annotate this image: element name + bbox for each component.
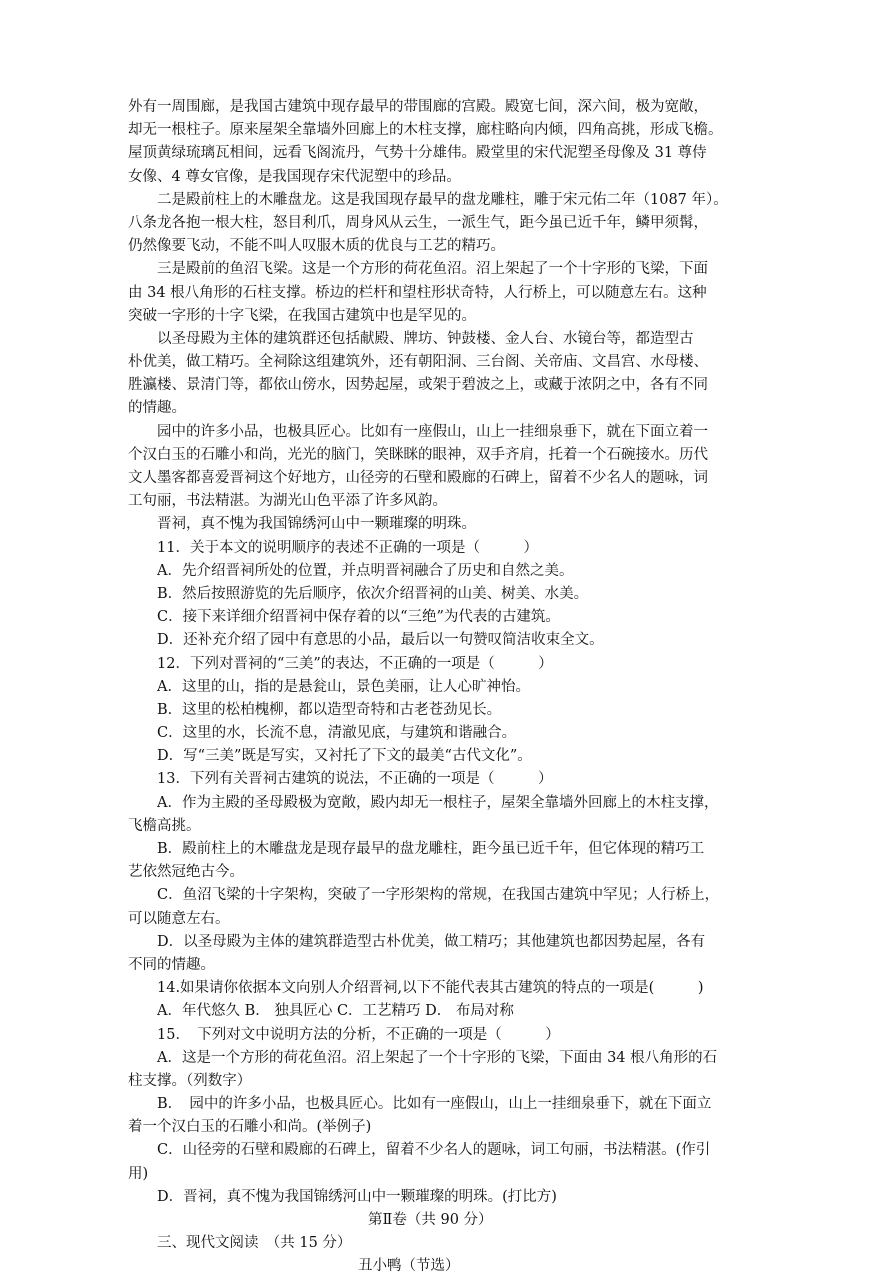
question-14-options: A．年代悠久 B． 独具匠心 C．工艺精巧 D． 布局对称	[157, 1003, 514, 1020]
question-13-option-b-cont: 艺依然冠绝古今。	[128, 864, 244, 881]
text-line: 屋顶黄绿琉璃瓦相间，远看飞阁流丹，气势十分雄伟。殿堂里的宋代泥塑圣母像及 31 尊侍	[128, 145, 707, 162]
text-line: 突破一字形的十字飞梁，在我国古建筑中也是罕见的。	[128, 307, 476, 324]
question-13-option-d: D．以圣母殿为主体的建筑群造型古朴优美，做工精巧；其他建筑也都因势起屋，各有	[157, 933, 706, 950]
question-12-option-c: C．这里的水，长流不息，清澈见底，与建筑和谐融合。	[157, 725, 517, 742]
text-line: 却无一根柱子。原来屋架全靠墙外回廊上的木柱支撑，廊柱略向内倾，四角高挑，形成飞檐。	[128, 122, 723, 139]
text-line: 文人墨客都喜爱晋祠这个好地方，山径旁的石壁和殿廊的石碑上，留着不少名人的题咏，词	[128, 470, 708, 486]
question-12-option-b: B．这里的松柏槐柳，都以造型奇特和古老苍劲见长。	[157, 701, 502, 718]
question-13-option-c: C．鱼沼飞梁的十字架构，突破了一字形架构的常规，在我国古建筑中罕见；人行桥上，	[157, 887, 720, 904]
question-15-option-b: B． 园中的许多小品，也极具匠心。比如有一座假山，山上一挂细泉垂下，就在下面立	[157, 1096, 712, 1113]
question-15-option-b-cont: 着一个汉白玉的石雕小和尚。(举例子)	[128, 1119, 372, 1136]
text-line: 胜瀛楼、景清门等，都依山傍水，因势起屋，或架于碧波之上，或藏于浓阴之中，各有不同	[128, 377, 708, 394]
question-13-option-b: B．殿前柱上的木雕盘龙是现存最早的盘龙雕柱，距今虽已近千年，但它体现的精巧工	[157, 841, 705, 857]
question-15-option-c-cont: 用)	[128, 1165, 149, 1182]
question-14-stem: 14.如果请你依据本文向别人介绍晋祠,以下不能代表其古建筑的特点的一项是( )	[157, 980, 704, 997]
section-heading: 三、现代文阅读 （共 15 分）	[157, 1235, 352, 1252]
question-12-option-d: D．写“三美”既是写实，又衬托了下文的最美“古代文化”。	[157, 748, 532, 765]
question-15-option-d: D．晋祠，真不愧为我国锦绣河山中一颗璀璨的明珠。(打比方)	[157, 1188, 557, 1205]
question-12-option-a: A．这里的山，指的是悬瓮山，景色美丽，让人心旷神怡。	[157, 678, 530, 695]
text-line: 三是殿前的鱼沼飞梁。这是一个方形的荷花鱼沼。沼上架起了一个十字形的飞梁，下面	[157, 261, 708, 278]
passage-title: 丑小鸭（节选）	[358, 1258, 460, 1275]
question-11-stem: 11．关于本文的说明顺序的表述不正确的一项是（ ）	[157, 539, 538, 556]
text-line: 工句丽，书法精湛。为湖光山色平添了许多风韵。	[128, 493, 447, 510]
question-12-stem: 12．下列对晋祠的“三美”的表达，不正确的一项是（ ）	[157, 655, 553, 672]
text-line: 朴优美，做工精巧。全祠除这组建筑外，还有朝阳洞、三台阁、关帝庙、文昌宫、水母楼、	[128, 354, 708, 371]
question-11-option-a: A．先介绍晋祠所处的位置，并点明晋祠融合了历史和自然之美。	[157, 562, 574, 579]
question-15-option-c: C．山径旁的石壁和殿廊的石碑上，留着不少名人的题咏，词工句丽，书法精湛。(作引	[157, 1142, 711, 1159]
question-15-stem: 15． 下列对文中说明方法的分析，不正确的一项是（ ）	[157, 1026, 560, 1043]
text-line: 个汉白玉的石雕小和尚，光光的脑门，笑眯眯的眼神，双手齐肩，托着一个石碗接水。历代	[128, 446, 708, 463]
text-line: 晋祠，真不愧为我国锦绣河山中一颗璀璨的明珠。	[157, 516, 476, 533]
text-line: 的情趣。	[128, 400, 186, 417]
question-11-option-d: D．还补充介绍了园中有意思的小品，最后以一句赞叹简洁收束全文。	[157, 632, 604, 649]
question-13-option-c-cont: 可以随意左右。	[128, 910, 230, 927]
text-line: 女像、4 尊女官像，是我国现存宋代泥塑中的珍品。	[128, 168, 461, 185]
text-line: 八条龙各抱一根大柱，怒目利爪，周身风从云生，一派生气，距今虽已近千年，鳞甲须髯，	[128, 214, 708, 231]
text-line: 园中的许多小品，也极具匠心。比如有一座假山，山上一挂细泉垂下，就在下面立着一	[157, 423, 708, 440]
question-13-option-a-cont: 飞檐高挑。	[128, 817, 201, 834]
text-line: 仍然像要飞动，不能不叫人叹服木质的优良与工艺的精巧。	[128, 238, 505, 255]
volume-heading: 第Ⅱ卷（共 90 分）	[368, 1212, 493, 1228]
question-13-stem: 13．下列有关晋祠古建筑的说法，不正确的一项是（ ）	[157, 771, 553, 788]
text-line: 以圣母殿为主体的建筑群还包括献殿、牌坊、钟鼓楼、金人台、水镜台等，都造型古	[157, 330, 694, 347]
text-line: 二是殿前柱上的木雕盘龙。这是我国现存最早的盘龙雕柱，雕于宋元佑二年（1087 年）。	[157, 191, 728, 208]
question-11-option-b: B．然后按照游览的先后顺序，依次介绍晋祠的山美、树美、水美。	[157, 585, 589, 602]
text-line: 由 34 根八角形的石柱支撑。桥边的栏杆和望柱形状奇特，人行桥上，可以随意左右。这种	[128, 284, 707, 301]
body-text	[128, 96, 748, 1279]
text-line: 外有一周围廊，是我国古建筑中现存最早的带围廊的宫殿。殿宽七间，深六间，极为宽敞，	[128, 99, 708, 115]
question-13-option-d-cont: 不同的情趣。	[128, 956, 215, 973]
question-13-option-a: A．作为主殿的圣母殿极为宽敞，殿内却无一根柱子，屋架全靠墙外回廊上的木柱支撑，	[157, 794, 719, 811]
question-15-option-a-cont: 柱支撑。（列数字）	[128, 1072, 252, 1089]
question-15-option-a: A．这是一个方形的荷花鱼沼。沼上架起了一个十字形的飞梁，下面由 34 根八角形的石	[157, 1049, 718, 1066]
question-11-option-c: C．接下来详细介绍晋祠中保存着的以“三绝”为代表的古建筑。	[157, 609, 560, 626]
